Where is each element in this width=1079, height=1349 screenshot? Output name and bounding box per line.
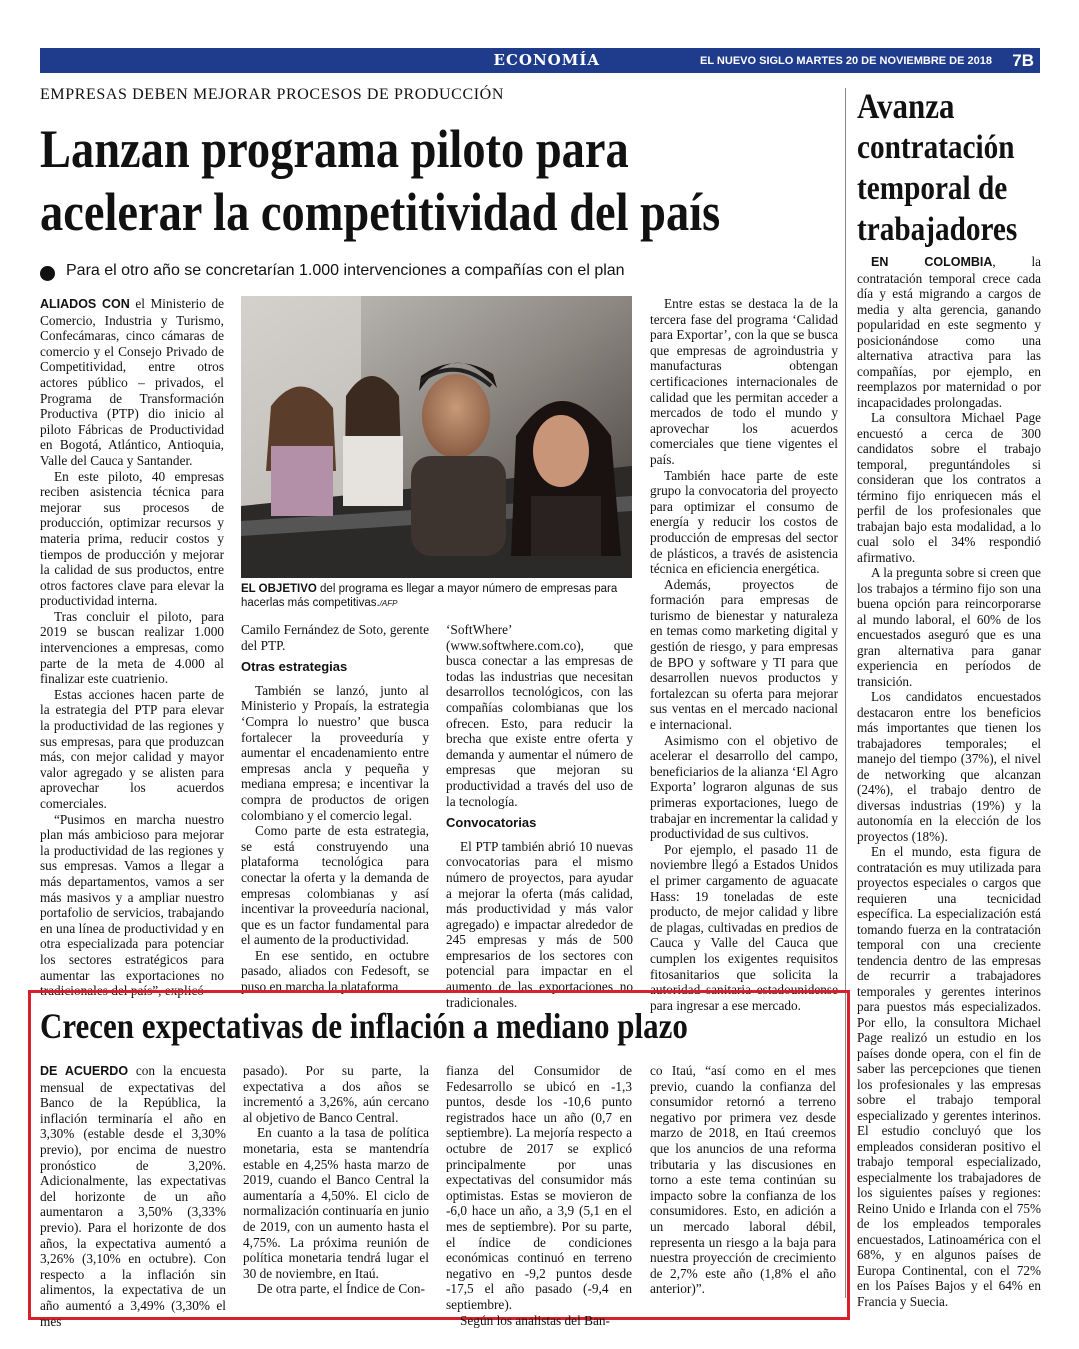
paragraph: Además, proyectos de formación para empresas de turismo de bienestar y naturaleza en temas como marketing digital y gestión de riesgo, y para empresas de BPO y software y TI para que desarrollen nuevos productos y fortalezcan su oferta para mejorar sus ventas en el mercado nacional e internacional. xyxy=(650,576,838,733)
paragraph: Los candidatos encuestados destacaron entre los beneficios más importantes que tienen los trabajadores temporales; el manejo del tiempo (37%), el nivel de networking que alcanzan (24%), el trabajo dentro de diversas industrias (19%) y la autonomía en la elección de los proyectos (18%). xyxy=(857,689,1041,844)
paragraph: DE ACUERDO con la encuesta mensual de expectativas del Banco de la República, la inflación terminaría el año en 3,30% (estable desde el 3,30% previo), por encima de nuestro pronóstico de 3,20%. Adicionalmente, las expectativas del horizonte de un año aumentaron a 3,50% (3,33% previo). Para el horizonte de dos años, la expectativa aumentó a 3,26% (3,10% en octubre). Con respecto a la inflación sin alimentos, la expectativa de un año aumentó a 3,49% (3,30% el mes xyxy=(40,1063,226,1329)
call-center-photo-illustration xyxy=(241,296,632,578)
paragraph: Por ejemplo, el pasado 11 de noviembre llegó a Estados Unidos el primer cargamento de aguacate Hass: 19 toneladas de este producto, de mejor calidad y libre de plagas, cultivadas en predios de Cauca y Valle del Cauca que cumplen los exigentes requisitos fitosanitarios que solicita la autoridad sanitaria estadounidense para ingresar a ese mercado. xyxy=(650,841,838,1013)
box-column-4 xyxy=(650,1063,836,1297)
lead-in: EN COLOMBIA xyxy=(871,255,993,269)
box-column-1 xyxy=(40,1063,226,1329)
paragraph: ‘SoftWhere’ (www.softwhere.com.co), que busca conectar a las empresas de todas las industrias que necesitan desarrollos tecnológicos, con las compañías colombianas que los ofrecen. Esto, para reducir la brecha que existe entre oferta y demanda y aumentar el número de empresas que mejoran su productividad a través del uso de la tecnología. xyxy=(446,622,633,809)
paragraph: En ese sentido, en octubre pasado, aliados con Fedesoft, se puso en marcha la plataforma xyxy=(241,947,429,995)
subhead: Otras estrategias xyxy=(241,659,348,675)
box-column-2 xyxy=(243,1063,429,1297)
paragraph: EN COLOMBIA, la contratación temporal crece cada día y está migrando a cargos de media y alta gerencia, ganando popularidad en este segmento y posicionándose como una alternativa atractiva para las compañías, por ejemplo, en reemplazos por maternidad o por incapacidades prolongadas. xyxy=(857,254,1041,410)
paragraph: La consultora Michael Page encuestó a cerca de 300 candidatos sobre el trabajo temporal, preguntándoles si consideran que los contratos a término fijo enriquecen más el perfil de los profesionales que trabajan bajo esta modalidad, a lo cual solo el 34% respondió afirmativo. xyxy=(857,410,1041,565)
paragraph: Según los analistas del Ban- xyxy=(460,1312,610,1328)
paragraph: También se lanzó, junto al Ministerio y Propaís, la estrategia ‘Compra lo nuestro’ que busca fortalecer la proveeduría y aumentar el encadenamiento entre empresas ancla y pequeña y mediana empresa; e incentivar la compra de productos de origen colombiano y el comercio legal. xyxy=(241,682,429,823)
paragraph: Asimismo con el objetivo de acelerar el desarrollo del campo, beneficiarios de la alianza ‘El Agro Exporta’ lograron algunas de sus primeras exportaciones, luego de trabajar en incrementar la calidad y productividad de sus cultivos. xyxy=(650,732,838,842)
paragraph: En cuanto a la tasa de política monetaria, esta se mantendría estable en 4,25% hasta marzo de 2019, cuando el Banco Central la aumentaría a 4,50%. El ciclo de normalización continuaría en junio de 2019, con un aumento hasta el 4,75%. La próxima reunión de política monetaria tendrá lugar el 30 de noviembre, en Itaú. xyxy=(243,1125,429,1281)
paragraph: También hace parte de este grupo la convocatoria del proyecto para optimizar el consumo de energía y reducir los costos de producción de empresas del sector de plásticos, a través de asistencia técnica en eficiencia energética. xyxy=(650,467,838,577)
paragraph: Tras concluir el piloto, para 2019 se buscan realizar 1.000 intervenciones a empresas, como parte de la meta de 4.000 al finalizar este cuatrienio. xyxy=(40,608,224,687)
deck: Para el otro año se concretarían 1.000 intervenciones a compañías con el plan xyxy=(66,262,625,279)
photo-credit: /AFP xyxy=(379,599,398,608)
paragraph: En este piloto, 40 empresas reciben asistencia técnica para mejorar sus procesos de producción, optimizar recursos y materia prima, reducir costos y tiempos de producción y mejorar la calidad de sus productos, entre otros factores clave para elevar la productividad interna. xyxy=(40,468,224,609)
paragraph: pasado). Por su parte, la expectativa a dos años se incrementó a 3,26%, aún cercano al objetivo de Banco Central. xyxy=(243,1063,429,1125)
paragraph: Camilo Fernández de Soto, gerente del PTP. xyxy=(241,622,429,653)
lead-in: ALIADOS CON xyxy=(40,297,130,311)
section-name: ECONOMÍA xyxy=(493,51,600,69)
photo-caption: EL OBJETIVO del programa es llegar a mayor número de empresas para hacerlas más competitivas./AFP xyxy=(241,583,618,609)
box-headline: Crecen expectativas de inflación a mediano plazo xyxy=(40,1006,688,1046)
paragraph: fianza del Consumidor de Fedesarrollo se ubicó en -1,3 puntos, desde los -10,6 punto registrados hace un año (0,7 en septiembre). La mejoría respecto a octubre de 2017 se explicó principalmente por unas expectativas del consumidor más optimistas. Estas se movieron de -6,0 hace un año, a 3,9 (5,1 en el mes de septiembre). Por su parte, el índice de condiciones económicas continuó en terreno negativo en -9,2 puntos desde -17,5 el año pasado (-9,4 en septiembre). xyxy=(446,1063,632,1312)
caption-lead: EL OBJETIVO xyxy=(241,583,317,595)
paragraph: De otra parte, el Índice de Con- xyxy=(257,1281,425,1297)
article-column-3 xyxy=(446,622,633,1010)
lead-in: DE ACUERDO xyxy=(40,1064,129,1078)
headline-line-2: acelerar la competitividad del país xyxy=(40,182,721,242)
paragraph: A la pregunta sobre si creen que los trabajos a término fijo son una buena opción para reincorporarse al mundo laboral, el 60% de los encuestados aseguró que es una gran alternativa para ganar experiencia en períodos de transición. xyxy=(857,565,1041,689)
article-photo xyxy=(241,296,632,578)
paragraph: ALIADOS CON el Ministerio de Comercio, Industria y Turismo, Confecámaras, cinco cámaras de comercio y el Consejo Privado de Competitividad, entre otros actores público – privados, el Programa de Transformación Productiva (PTP) dio inicio al piloto Fábricas de Productividad en Bogotá, Atlántico, Antioquia, Valle del Cauca y Santander. xyxy=(40,296,224,468)
paragraph: co Itaú, “así como en el mes previo, cuando la confianza del consumidor retornó a terreno negativo por primera vez desde marzo de 2018, en Itaú creemos que los anuncios de una reforma tributaria y las discusiones en torno a este tema continúan su impacto sobre la confianza de los consumidores. Esto, en adición a un mercado laboral débil, representa un riesgo a la baja para nuestra proyección de crecimiento de 2,7% este año (1,8% el año anterior)”. xyxy=(650,1063,836,1297)
bullet-icon xyxy=(40,266,55,281)
paragraph: Estas acciones hacen parte de la estrategia del PTP para elevar la productividad de las regiones y sus empresas, para que produzcan más, con mejor calidad y mayor valor agregado y se alisten para aprovechar los acuerdos comerciales. xyxy=(40,686,224,811)
side-article-body xyxy=(857,254,1041,1309)
main-headline xyxy=(40,118,728,244)
page-number: 7B xyxy=(1012,51,1034,70)
kicker: EMPRESAS DEBEN MEJORAR PROCESOS DE PRODUCCIÓN xyxy=(40,86,504,103)
section-header-bar xyxy=(40,48,1040,73)
article-column-1 xyxy=(40,296,224,999)
article-column-2 xyxy=(241,622,429,995)
article-column-4 xyxy=(650,296,838,1013)
side-headline: Avanza contratación temporal de trabajadores xyxy=(857,86,1018,248)
subhead: Convocatorias xyxy=(446,815,537,831)
paragraph: “Pusimos en marcha nuestro plan más ambicioso para mejorar la productividad de las regiones y sus empresas. Vamos a llegar a más departamentos, vamos a ser más masivos y a ampliar nuestro portafolio de servicios, trabajando en una línea de productividad y en otra especializada para potenciar los sectores estratégicos para aumentar las exportaciones no tradicionales del país”, explicó xyxy=(40,811,224,999)
box-column-3 xyxy=(446,1063,632,1328)
paragraph: El PTP también abrió 10 nuevas convocatorias para el mismo número de proyectos, para ayudar a mejorar la oferta (más calidad, más productividad y más valor agregado) e impactar alrededor de 245 empresas y más de 500 empresarios de los sectores con potencial para impactar en el aumento de las exportaciones no tradicionales. xyxy=(446,838,633,1010)
headline-line-1: Lanzan programa piloto para xyxy=(40,119,629,179)
paragraph: Como parte de esta estrategia, se está construyendo una plataforma tecnológica para conectar la oferta y la demanda de empresas colombianas y así incentivar la proveeduría nacional, que es un factor fundamental para el aumento de la productividad. xyxy=(241,823,429,948)
paragraph: En el mundo, esta figura de contratación es muy utilizada para proyectos especiales o cargos que requieren una tecnicidad específica. La especialización está tomando fuerza en la contratación temporal con una creciente tendencia dentro de las empresas de recurrir a trabajadores temporales y gerentes interinos para puestos más especializados. Por ello, la consultora Michael Page realizó un estudio en los países donde opera, con el fin de saber las percepciones que tienen los profesionales y las empresas sobre el trabajo temporal especializado y gerentes interinos. El estudio concluyó que los empleados consideran positivo el trabajo temporal especializado, especialmente los trabajadores de los siguientes países y regiones: Reino Unido e Irlanda con el 75% de los empleados temporales encuestados, Latinoamérica con el 68%, y en algunos países de Europa Continental, con el 72% en los Países Bajos y el 64% en Francia y Suecia. xyxy=(857,844,1041,1309)
paragraph: Entre estas se destaca la de la tercera fase del programa ‘Calidad para Exportar’, con la que se busca que empresas de agroindustria y manufacturas obtengan certificaciones internacionales de calidad que les permitan acceder a mercados de todo el mundo y aprovechar los acuerdos comerciales que tiene vigentes el país. xyxy=(650,296,838,467)
paper-date: EL NUEVO SIGLO MARTES 20 DE NOVIEMBRE DE 2018 xyxy=(700,55,992,67)
